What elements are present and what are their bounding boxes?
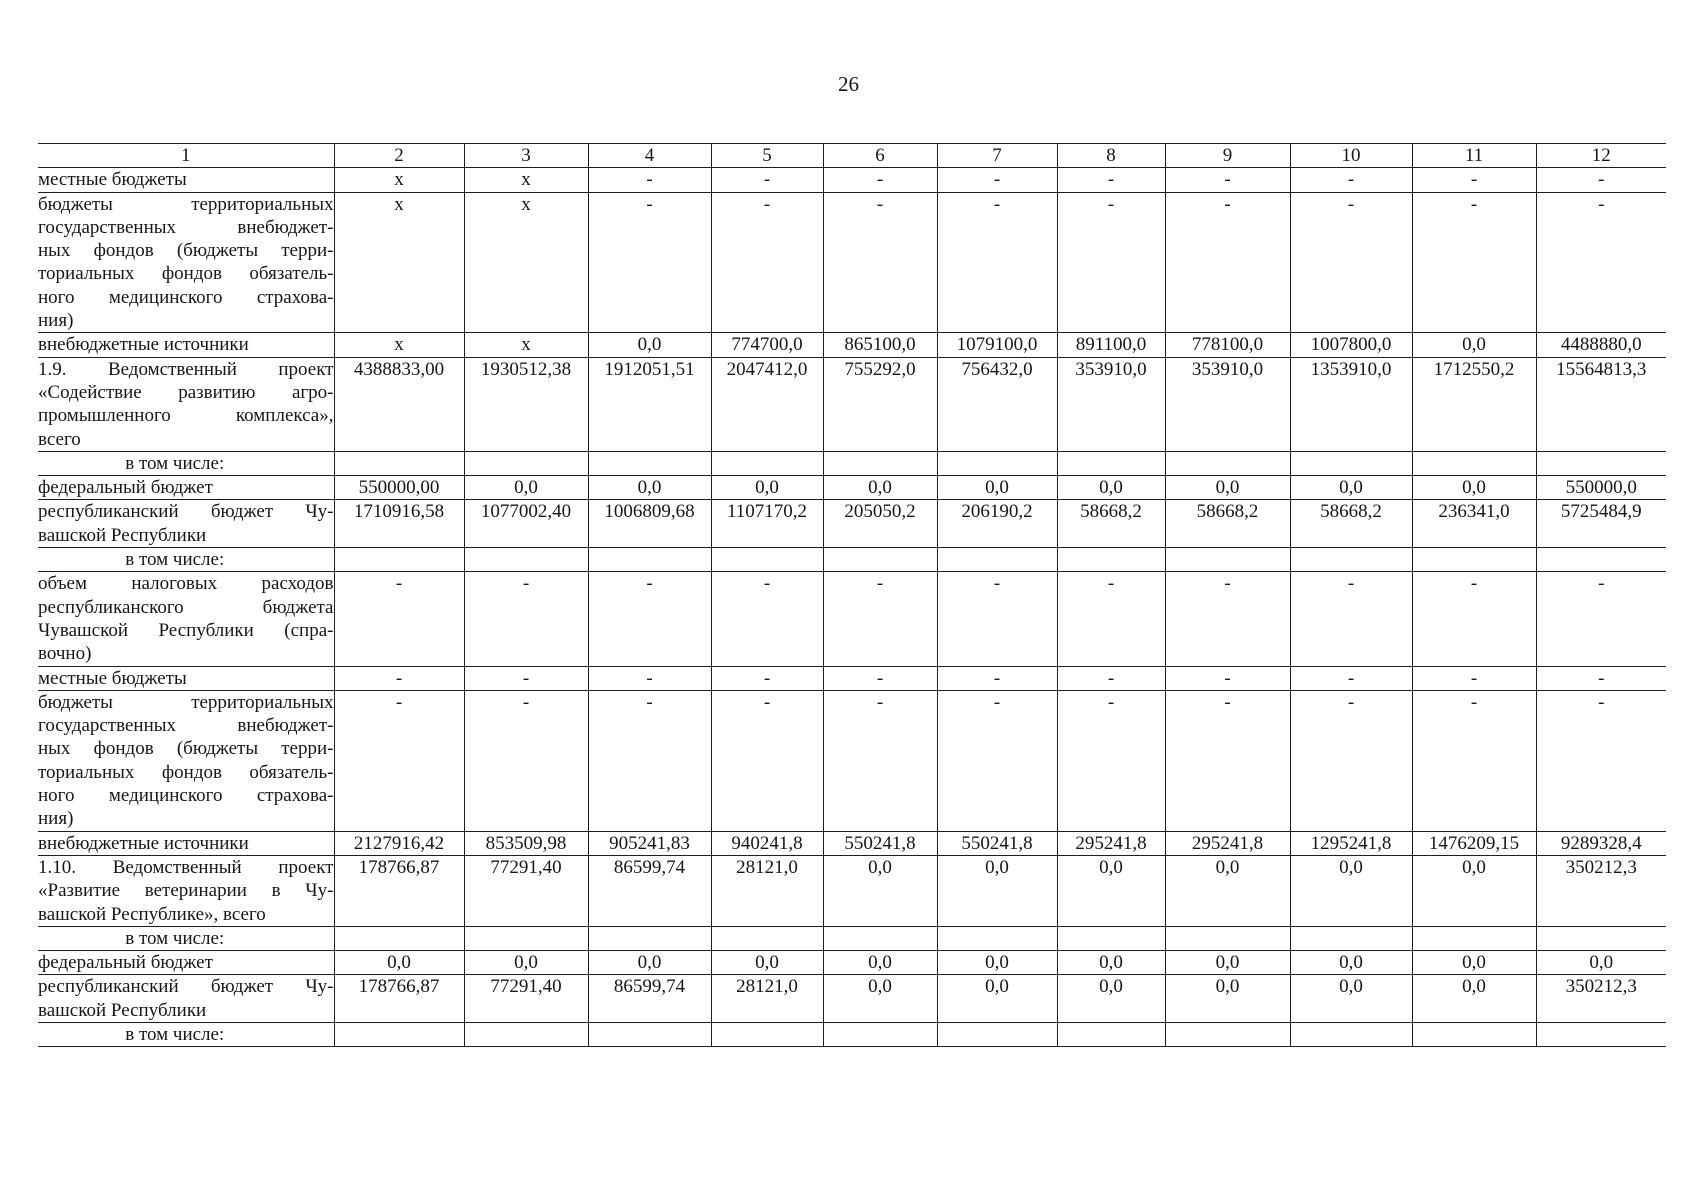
cell-value: -: [1290, 572, 1412, 666]
cell-value: х: [464, 333, 588, 357]
column-header: 5: [711, 144, 823, 168]
row-label-line: внебюджетные источники: [38, 334, 249, 356]
cell-value: -: [1536, 666, 1666, 690]
cell-empty: [1536, 926, 1666, 950]
row-label-line: в том числе:: [125, 927, 225, 949]
row-label: [38, 975, 334, 1023]
page-number: 26: [838, 72, 859, 96]
cell-value: 0,0: [464, 951, 588, 975]
cell-empty: [464, 926, 588, 950]
cell-value: 905241,83: [588, 831, 711, 855]
cell-value: -: [1536, 192, 1666, 333]
cell-value: 1107170,2: [711, 500, 823, 548]
row-label: [38, 855, 334, 926]
cell-value: -: [1412, 168, 1536, 192]
cell-value: 0,0: [1290, 855, 1412, 926]
cell-empty: [1165, 926, 1290, 950]
row-label: [38, 831, 334, 855]
table-row: [38, 548, 1666, 572]
cell-empty: [1057, 548, 1165, 572]
cell-empty: [823, 451, 937, 475]
cell-value: 1006809,68: [588, 500, 711, 548]
cell-value: -: [1536, 572, 1666, 666]
cell-value: -: [464, 666, 588, 690]
cell-value: 58668,2: [1165, 500, 1290, 548]
column-header: 3: [464, 144, 588, 168]
row-label-line: вашской Республики: [38, 524, 207, 546]
cell-value: 0,0: [1057, 975, 1165, 1023]
cell-empty: [1412, 548, 1536, 572]
cell-value: -: [823, 168, 937, 192]
cell-value: -: [1057, 572, 1165, 666]
cell-value: х: [464, 168, 588, 192]
cell-value: 0,0: [334, 951, 464, 975]
cell-value: 0,0: [1165, 975, 1290, 1023]
cell-value: 15564813,3: [1536, 357, 1666, 451]
cell-value: -: [1057, 690, 1165, 831]
row-label-line: государственных внебюджет-: [38, 216, 334, 238]
cell-empty: [823, 926, 937, 950]
cell-value: -: [1165, 572, 1290, 666]
cell-empty: [1290, 1022, 1412, 1046]
row-label-line: ториальных фондов обязатель-: [38, 263, 334, 285]
cell-value: 1476209,15: [1412, 831, 1536, 855]
cell-empty: [1165, 1022, 1290, 1046]
row-label-line: объем налоговых расходов: [38, 573, 334, 595]
cell-empty: [1290, 926, 1412, 950]
cell-empty: [711, 451, 823, 475]
cell-empty: [334, 1022, 464, 1046]
row-label-line: в том числе:: [125, 1023, 225, 1045]
row-label-line: 1.10. Ведомственный проект: [38, 856, 334, 878]
cell-value: 1912051,51: [588, 357, 711, 451]
cell-value: -: [464, 572, 588, 666]
cell-value: -: [1165, 168, 1290, 192]
cell-value: -: [711, 192, 823, 333]
cell-value: 295241,8: [1057, 831, 1165, 855]
cell-value: 0,0: [1412, 333, 1536, 357]
cell-value: 0,0: [823, 975, 937, 1023]
budget-table: [38, 143, 1666, 1047]
row-label-line: ния): [38, 808, 74, 830]
column-header: 12: [1536, 144, 1666, 168]
row-label-line: федеральный бюджет: [38, 952, 213, 974]
cell-value: 0,0: [823, 855, 937, 926]
cell-value: -: [1290, 666, 1412, 690]
cell-value: -: [937, 192, 1057, 333]
cell-value: х: [334, 192, 464, 333]
cell-value: -: [1412, 690, 1536, 831]
cell-value: -: [937, 666, 1057, 690]
cell-empty: [1057, 926, 1165, 950]
cell-empty: [1057, 1022, 1165, 1046]
cell-value: -: [823, 666, 937, 690]
cell-empty: [588, 1022, 711, 1046]
column-header: 8: [1057, 144, 1165, 168]
row-label: [38, 572, 334, 666]
cell-value: 86599,74: [588, 855, 711, 926]
cell-value: 28121,0: [711, 855, 823, 926]
cell-value: -: [823, 192, 937, 333]
cell-value: 86599,74: [588, 975, 711, 1023]
row-label-line: вочно): [38, 643, 92, 665]
cell-value: 0,0: [1290, 476, 1412, 500]
table-row: [38, 192, 1666, 333]
cell-value: 4488880,0: [1536, 333, 1666, 357]
cell-value: 0,0: [588, 951, 711, 975]
cell-value: -: [588, 666, 711, 690]
cell-value: 0,0: [588, 333, 711, 357]
cell-value: 0,0: [1165, 476, 1290, 500]
row-label: [38, 548, 334, 572]
cell-value: 774700,0: [711, 333, 823, 357]
cell-empty: [1290, 548, 1412, 572]
row-label-line: в том числе:: [125, 549, 225, 571]
cell-value: -: [588, 690, 711, 831]
cell-value: 58668,2: [1057, 500, 1165, 548]
cell-value: -: [1057, 168, 1165, 192]
cell-value: -: [464, 690, 588, 831]
table-row: [38, 690, 1666, 831]
row-label: [38, 666, 334, 690]
cell-value: 1295241,8: [1290, 831, 1412, 855]
row-label-line: бюджеты территориальных: [38, 193, 334, 215]
cell-empty: [334, 548, 464, 572]
row-label: [38, 1022, 334, 1046]
cell-value: 1079100,0: [937, 333, 1057, 357]
cell-value: 0,0: [1290, 951, 1412, 975]
column-header: 10: [1290, 144, 1412, 168]
column-header: 6: [823, 144, 937, 168]
cell-value: -: [1057, 666, 1165, 690]
row-label-line: государственных внебюджет-: [38, 715, 334, 737]
cell-empty: [334, 926, 464, 950]
cell-value: 0,0: [1536, 951, 1666, 975]
cell-value: 2127916,42: [334, 831, 464, 855]
cell-empty: [937, 548, 1057, 572]
table-row: [38, 1022, 1666, 1046]
cell-value: 0,0: [937, 975, 1057, 1023]
cell-value: -: [588, 572, 711, 666]
cell-value: 891100,0: [1057, 333, 1165, 357]
row-label-line: «Содействие развитию агро-: [38, 381, 334, 403]
cell-value: 1710916,58: [334, 500, 464, 548]
cell-value: 353910,0: [1057, 357, 1165, 451]
cell-value: 236341,0: [1412, 500, 1536, 548]
cell-empty: [937, 451, 1057, 475]
table-row: [38, 951, 1666, 975]
cell-value: х: [334, 333, 464, 357]
cell-value: -: [937, 572, 1057, 666]
cell-value: 0,0: [1412, 975, 1536, 1023]
cell-value: 178766,87: [334, 855, 464, 926]
cell-value: 206190,2: [937, 500, 1057, 548]
cell-value: -: [711, 168, 823, 192]
row-label: [38, 357, 334, 451]
table-row: [38, 572, 1666, 666]
cell-value: -: [1290, 168, 1412, 192]
row-label-line: в том числе:: [125, 452, 225, 474]
cell-value: 178766,87: [334, 975, 464, 1023]
cell-value: 4388833,00: [334, 357, 464, 451]
row-label: [38, 690, 334, 831]
cell-value: 77291,40: [464, 975, 588, 1023]
cell-empty: [711, 548, 823, 572]
table-row: [38, 451, 1666, 475]
row-label: [38, 168, 334, 192]
cell-empty: [937, 1022, 1057, 1046]
cell-value: 0,0: [1057, 855, 1165, 926]
cell-empty: [588, 548, 711, 572]
cell-value: -: [823, 572, 937, 666]
row-label-line: вашской Республики: [38, 999, 207, 1021]
table-header-row: [38, 144, 1666, 168]
row-label-line: промышленного комплекса»,: [38, 405, 334, 427]
cell-value: 0,0: [1412, 855, 1536, 926]
row-label-line: ного медицинского страхова-: [38, 286, 334, 308]
cell-empty: [1165, 451, 1290, 475]
cell-empty: [1412, 1022, 1536, 1046]
column-header: 4: [588, 144, 711, 168]
row-label: [38, 192, 334, 333]
cell-value: 0,0: [464, 476, 588, 500]
table-row: [38, 855, 1666, 926]
cell-value: 853509,98: [464, 831, 588, 855]
column-header: 9: [1165, 144, 1290, 168]
cell-empty: [1165, 548, 1290, 572]
table-row: [38, 357, 1666, 451]
row-label-line: федеральный бюджет: [38, 477, 213, 499]
row-label-line: ных фондов (бюджеты терри-: [38, 738, 334, 760]
row-label: [38, 333, 334, 357]
cell-value: 350212,3: [1536, 975, 1666, 1023]
cell-value: 28121,0: [711, 975, 823, 1023]
row-label-line: республиканский бюджет Чу-: [38, 501, 334, 523]
cell-value: х: [334, 168, 464, 192]
cell-value: -: [1290, 192, 1412, 333]
row-label-line: республиканский бюджет Чу-: [38, 976, 334, 998]
row-label: [38, 476, 334, 500]
column-header: 2: [334, 144, 464, 168]
cell-empty: [588, 926, 711, 950]
cell-empty: [1412, 451, 1536, 475]
column-header: 1: [38, 144, 334, 168]
cell-empty: [588, 451, 711, 475]
cell-value: 1712550,2: [1412, 357, 1536, 451]
cell-value: 550241,8: [937, 831, 1057, 855]
cell-value: -: [1290, 690, 1412, 831]
cell-value: 5725484,9: [1536, 500, 1666, 548]
row-label-line: ториальных фондов обязатель-: [38, 761, 334, 783]
cell-value: -: [1057, 192, 1165, 333]
cell-value: 1007800,0: [1290, 333, 1412, 357]
cell-value: 0,0: [1165, 951, 1290, 975]
column-header: 11: [1412, 144, 1536, 168]
cell-value: 550000,0: [1536, 476, 1666, 500]
cell-value: 0,0: [711, 476, 823, 500]
cell-value: 350212,3: [1536, 855, 1666, 926]
table-row: [38, 831, 1666, 855]
cell-empty: [1536, 548, 1666, 572]
table-row: [38, 333, 1666, 357]
row-label-line: бюджеты территориальных: [38, 691, 334, 713]
table-row: [38, 666, 1666, 690]
cell-value: -: [1165, 666, 1290, 690]
row-label-line: местные бюджеты: [38, 169, 187, 191]
cell-value: -: [588, 168, 711, 192]
cell-value: 205050,2: [823, 500, 937, 548]
row-label-line: внебюджетные источники: [38, 832, 249, 854]
row-label: [38, 926, 334, 950]
row-label-line: «Развитие ветеринарии в Чу-: [38, 880, 334, 902]
table-row: [38, 926, 1666, 950]
cell-value: -: [1536, 690, 1666, 831]
cell-value: 550241,8: [823, 831, 937, 855]
row-label-line: ных фондов (бюджеты терри-: [38, 240, 334, 262]
cell-value: 0,0: [1412, 476, 1536, 500]
cell-empty: [334, 451, 464, 475]
column-header: 7: [937, 144, 1057, 168]
row-label-line: вашской Республике», всего: [38, 903, 266, 925]
cell-value: 353910,0: [1165, 357, 1290, 451]
cell-value: 0,0: [823, 951, 937, 975]
cell-value: 778100,0: [1165, 333, 1290, 357]
cell-value: 0,0: [1057, 476, 1165, 500]
cell-empty: [464, 548, 588, 572]
cell-value: -: [823, 690, 937, 831]
row-label-line: всего: [38, 428, 81, 450]
cell-value: 755292,0: [823, 357, 937, 451]
cell-empty: [464, 451, 588, 475]
cell-value: 0,0: [1057, 951, 1165, 975]
cell-value: 0,0: [937, 855, 1057, 926]
cell-value: -: [588, 192, 711, 333]
cell-value: -: [1412, 572, 1536, 666]
cell-value: 1353910,0: [1290, 357, 1412, 451]
cell-empty: [1412, 926, 1536, 950]
cell-value: -: [334, 690, 464, 831]
cell-empty: [823, 1022, 937, 1046]
table-row: [38, 476, 1666, 500]
cell-value: -: [1412, 192, 1536, 333]
cell-value: 0,0: [588, 476, 711, 500]
cell-value: 77291,40: [464, 855, 588, 926]
cell-value: -: [1165, 690, 1290, 831]
cell-value: 0,0: [937, 476, 1057, 500]
row-label: [38, 451, 334, 475]
cell-value: 58668,2: [1290, 500, 1412, 548]
cell-empty: [823, 548, 937, 572]
table-row: [38, 168, 1666, 192]
cell-value: 0,0: [1290, 975, 1412, 1023]
cell-value: 0,0: [1412, 951, 1536, 975]
cell-value: -: [1165, 192, 1290, 333]
table-row: [38, 975, 1666, 1023]
cell-value: 0,0: [1165, 855, 1290, 926]
cell-value: 1930512,38: [464, 357, 588, 451]
cell-empty: [1536, 1022, 1666, 1046]
cell-empty: [464, 1022, 588, 1046]
cell-value: 2047412,0: [711, 357, 823, 451]
cell-value: -: [937, 168, 1057, 192]
cell-empty: [711, 1022, 823, 1046]
row-label-line: республиканского бюджета: [38, 596, 334, 618]
cell-empty: [711, 926, 823, 950]
cell-value: 9289328,4: [1536, 831, 1666, 855]
row-label-line: ного медицинского страхова-: [38, 785, 334, 807]
row-label-line: Чувашской Республики (спра-: [38, 619, 334, 641]
cell-value: 295241,8: [1165, 831, 1290, 855]
cell-value: 1077002,40: [464, 500, 588, 548]
cell-value: 756432,0: [937, 357, 1057, 451]
cell-value: -: [711, 666, 823, 690]
cell-value: 940241,8: [711, 831, 823, 855]
cell-value: -: [334, 666, 464, 690]
row-label: [38, 500, 334, 548]
cell-empty: [937, 926, 1057, 950]
row-label-line: 1.9. Ведомственный проект: [38, 358, 334, 380]
row-label-line: местные бюджеты: [38, 667, 187, 689]
cell-value: 0,0: [823, 476, 937, 500]
row-label-line: ния): [38, 310, 74, 332]
cell-value: -: [711, 572, 823, 666]
cell-value: -: [1412, 666, 1536, 690]
cell-empty: [1290, 451, 1412, 475]
cell-value: -: [1536, 168, 1666, 192]
cell-value: 0,0: [711, 951, 823, 975]
cell-empty: [1057, 451, 1165, 475]
cell-value: х: [464, 192, 588, 333]
cell-value: 865100,0: [823, 333, 937, 357]
cell-value: 0,0: [937, 951, 1057, 975]
cell-value: -: [937, 690, 1057, 831]
cell-value: 550000,00: [334, 476, 464, 500]
cell-value: -: [711, 690, 823, 831]
table-row: [38, 500, 1666, 548]
cell-value: -: [334, 572, 464, 666]
cell-empty: [1536, 451, 1666, 475]
row-label: [38, 951, 334, 975]
